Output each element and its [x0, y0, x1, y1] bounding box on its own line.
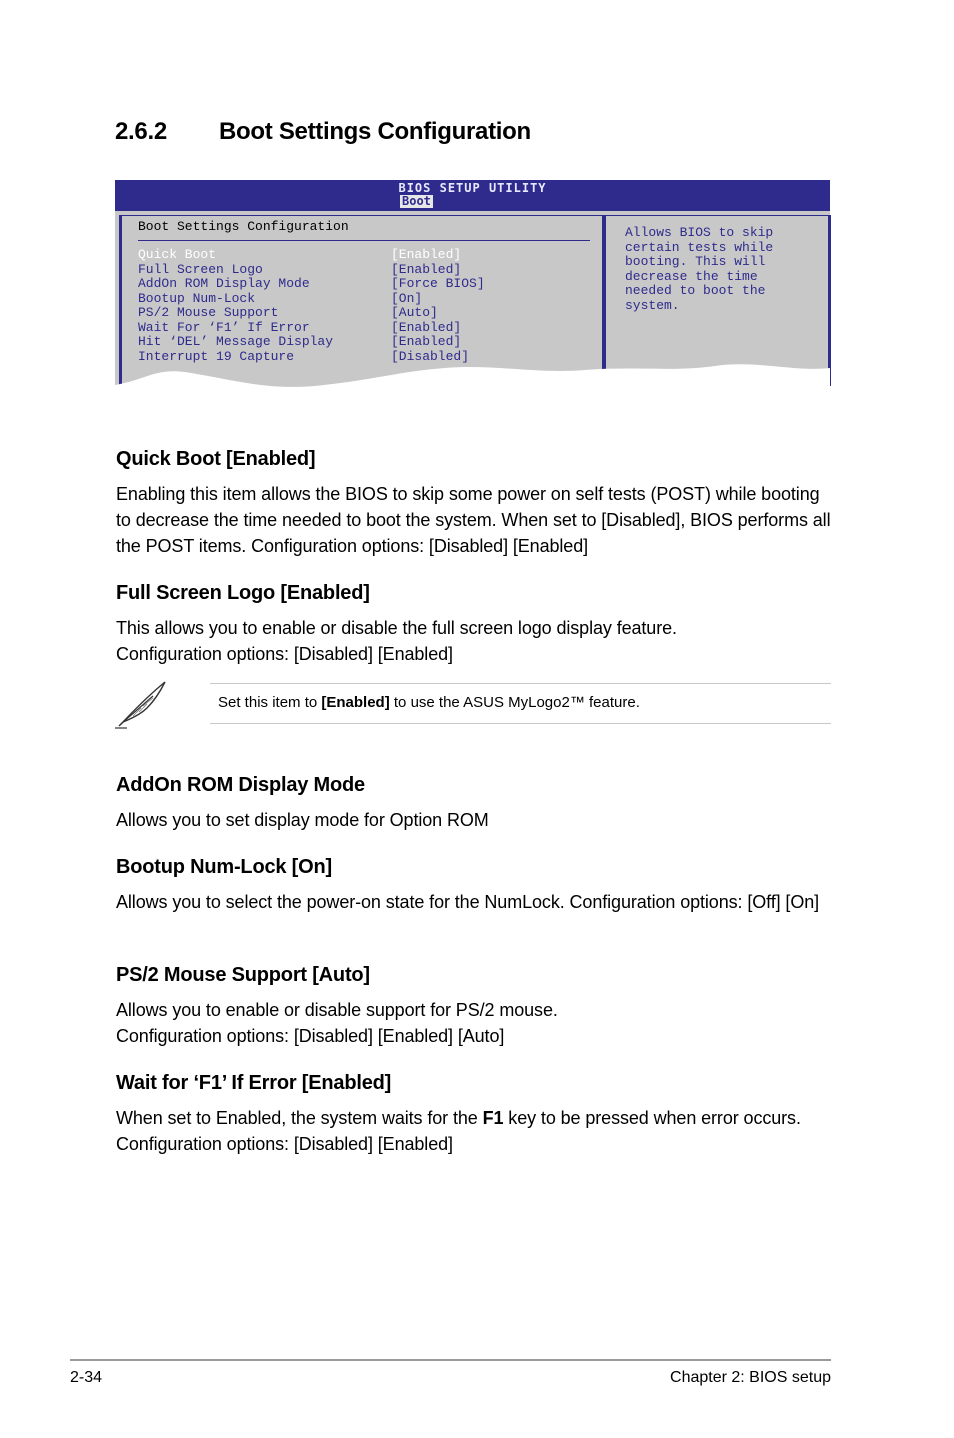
bios-item-value: [Enabled]: [391, 247, 462, 262]
chapter-label: Chapter 2: BIOS setup: [670, 1369, 831, 1386]
bios-item-value: [Force BIOS]: [391, 276, 485, 291]
section-title: Boot Settings Configuration: [219, 118, 531, 145]
bios-item-hit-del-message[interactable]: [138, 335, 598, 350]
bios-item-value: [Enabled]: [391, 261, 462, 277]
para-line: This allows you to enable or disable the full screen logo display feature.: [116, 618, 677, 638]
para-text-pre: When set to Enabled, the system waits for the: [116, 1108, 483, 1128]
para-wait-f1: [116, 1105, 836, 1157]
bios-item-label: Full Screen Logo: [138, 261, 263, 277]
bios-settings-list: [138, 248, 598, 364]
para-full-screen-logo: [116, 615, 836, 667]
heading-full-screen-logo: Full Screen Logo [Enabled]: [116, 582, 370, 604]
para-addon-rom: Allows you to set display mode for Option ROM: [116, 810, 489, 830]
divider: [138, 240, 590, 241]
bios-item-bootup-num-lock[interactable]: [138, 292, 598, 307]
para-line: Allows you to enable or disable support for PS/2 mouse.: [116, 1000, 558, 1020]
para-line: Configuration options: [Disabled] [Enabled] [Auto]: [116, 1026, 505, 1046]
bios-item-ps2-mouse-support[interactable]: [138, 306, 598, 321]
note-divider-top: [210, 683, 831, 684]
bios-item-full-screen-logo[interactable]: [138, 263, 598, 278]
heading-wait-f1: Wait for ‘F1’ If Error [Enabled]: [116, 1072, 392, 1094]
torn-edge: [115, 350, 830, 415]
bios-item-label: Quick Boot: [138, 247, 217, 262]
bios-item-value: [Disabled]: [391, 348, 470, 364]
bios-help-text: Allows BIOS to skip certain tests while booting. This will decrease the time needed to boot the system.: [625, 225, 774, 313]
bios-item-value: [On]: [391, 290, 423, 306]
section-number: 2.6.2: [115, 118, 167, 145]
footer-divider: [70, 1359, 831, 1361]
bios-item-label: PS/2 Mouse Support: [138, 305, 279, 320]
para-text-post: key to be pressed when error occurs. Configuration options: [Disabled] [Enabled]: [116, 1108, 801, 1154]
para-ps2-mouse: [116, 997, 836, 1049]
bios-item-wait-for-f1[interactable]: [138, 321, 598, 336]
bios-item-value: [Enabled]: [391, 334, 462, 349]
bios-item-label: AddOn ROM Display Mode: [138, 276, 310, 291]
bios-item-value: [Enabled]: [391, 319, 462, 335]
bios-screenshot: [115, 180, 830, 415]
note-divider-bottom: [210, 723, 831, 724]
para-numlock: Allows you to select the power-on state for the NumLock. Configuration options: [Off] [On]: [116, 892, 820, 912]
bios-item-quick-boot[interactable]: [138, 248, 598, 263]
bios-item-label: Wait For ‘F1’ If Error: [138, 319, 310, 335]
bios-item-label: Bootup Num-Lock: [138, 290, 256, 306]
bios-title: BIOS SETUP UTILITY: [398, 181, 547, 195]
heading-ps2-mouse: PS/2 Mouse Support [Auto]: [116, 964, 370, 986]
bios-tab-boot[interactable]: Boot: [402, 194, 431, 208]
page-number: 2-34: [70, 1369, 103, 1386]
bios-item-label: Hit ‘DEL’ Message Display: [138, 334, 334, 349]
note-text-bold: [Enabled]: [321, 694, 390, 711]
para-line: Configuration options: [Disabled] [Enabled]: [116, 644, 453, 664]
heading-addon-rom: AddOn ROM Display Mode: [116, 774, 365, 796]
note-text-pre: Set this item to: [218, 694, 322, 711]
bios-header: [115, 180, 830, 211]
bios-item-label: Interrupt 19 Capture: [138, 348, 295, 364]
note-text-post: to use the ASUS MyLogo2™ feature.: [389, 694, 640, 711]
heading-quick-boot: Quick Boot [Enabled]: [116, 448, 316, 470]
bios-panel-title: Boot Settings Configuration: [138, 219, 349, 234]
feather-pen-icon: [113, 678, 171, 730]
para-text-bold: F1: [482, 1108, 504, 1128]
para-quick-boot: Enabling this item allows the BIOS to skip some power on self tests (POST) while booting to decrease the time needed to boot the system. When set to [Disabled], BIOS performs all the POST items. Configuration options: [Disabled] [Enabled]: [116, 484, 831, 556]
bios-item-value: [Auto]: [391, 305, 438, 320]
bios-item-addon-rom-display-mode[interactable]: [138, 277, 598, 292]
heading-numlock: Bootup Num-Lock [On]: [116, 856, 332, 878]
note-text: [218, 694, 640, 711]
